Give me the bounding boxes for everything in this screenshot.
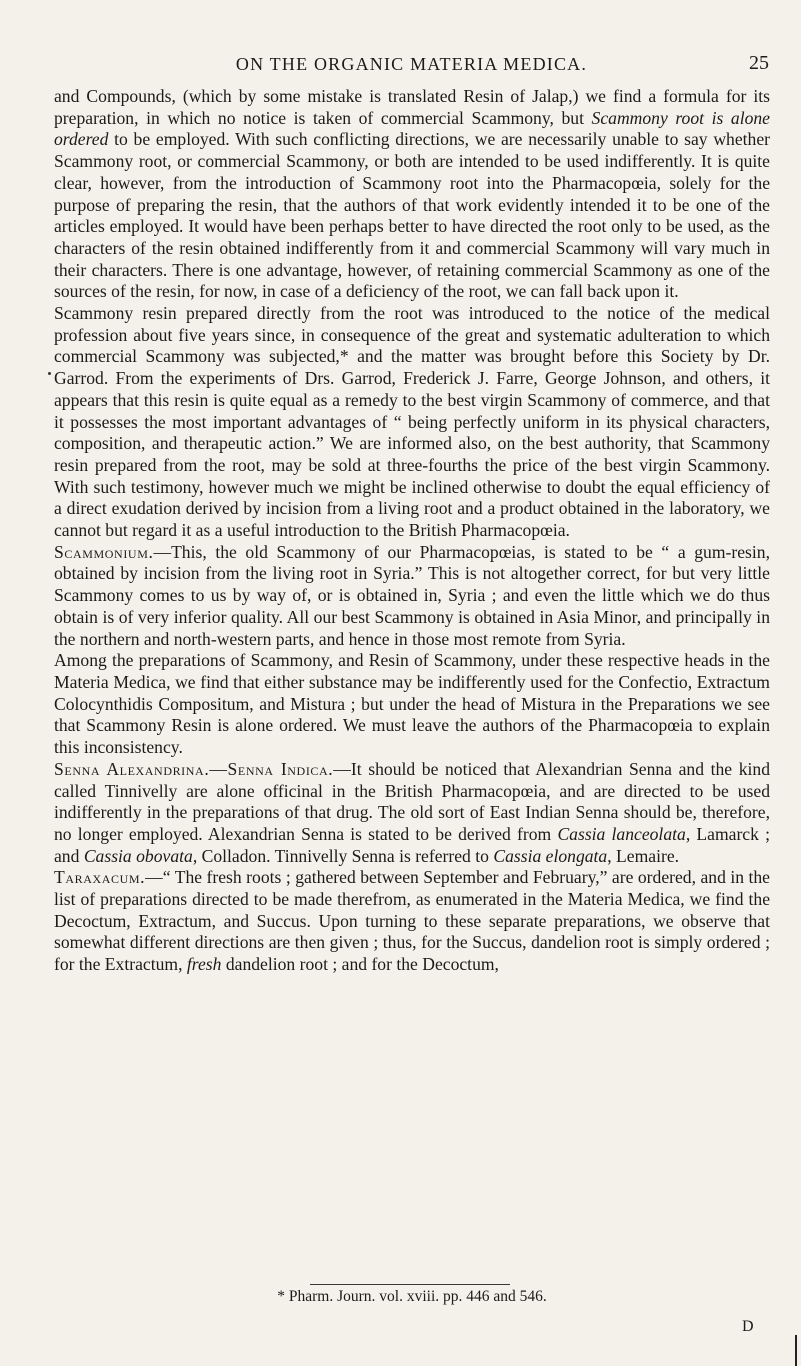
- page-header: [54, 54, 769, 80]
- species-name: Cassia elongata: [493, 845, 608, 866]
- text-span: , Lemaire.: [607, 845, 680, 866]
- signature-mark: D: [742, 1318, 754, 1335]
- paragraph-scammony-preparations: [54, 650, 770, 759]
- section-heading-taraxacum: Taraxacum.: [54, 867, 146, 888]
- text-span: , Lamarck ; and: [54, 823, 770, 866]
- italic-word: fresh: [186, 954, 222, 975]
- print-speck: [48, 372, 51, 375]
- paragraph-scammonium: [54, 542, 770, 651]
- edge-mark: [795, 1335, 797, 1366]
- species-name: Cassia obovata: [83, 845, 193, 866]
- text-span: —It should be noticed that Alexandrian Senna and the kind called Tinnivelly are alone officinal in the British Pharmacopœia, and are directed to be used indifferently in the preparations of that drug. The old sort of East Indian Senna should be, therefore, no longer employed. Alexandrian Senna is stated to be derived from: [54, 758, 770, 844]
- section-heading-scammonium: Scammonium.: [54, 541, 154, 562]
- text-span: —“ The fresh roots ; gathered between September and February,” are ordered, and in the list of preparations directed to be made therefrom, as enumerated in the Materia Medica, we find the Decoctum, Extractum, and Succus. Upon turning to these separate preparations, we observe that somewhat different directions are then given ; thus, for the Succus, dandelion root is simply ordered ; for the Extractum,: [54, 867, 770, 975]
- section-heading-senna: Senna Alexandrina.—Senna Indica.: [54, 758, 334, 779]
- text-span: , Colladon. Tinnivelly Senna is referred to: [192, 845, 494, 866]
- paragraph-scammony-resin-intro: [54, 86, 770, 303]
- text-span: to be employed. With such conflicting directions, we are necessarily unable to say whether Scammony root, or commercial Scammony, or both are intended to be used indifferently. It is quite clear, however, from the introduction of Scammony root into the Pharmacopœia, solely for the purpose of preparing the resin, that the authors of that work evidently intended it to be one of the articles employed. It would have been perhaps better to have directed the root only to be used, as the characters of the resin obtained indifferently from it and commercial Scammony will vary much in their characters. There is one advantage, however, of retaining commercial Scammony as one of the sources of the resin, for now, in case of a deficiency of the root, we can fall back upon it.: [54, 129, 770, 302]
- footnote-rule: [310, 1284, 510, 1285]
- paragraph-senna: [54, 759, 770, 868]
- page-number: 25: [749, 52, 769, 74]
- text-span: Scammony resin prepared directly from the root was introduced to the notice of the medical profession about five years since, in consequence of the great and systematic adulteration to which commercial Scammony was subjected,* and the matter was brought before this Society by Dr. Garrod. From the experiments of Drs. Garrod, Frederick J. Farre, George Johnson, and others, it appears that this resin is quite equal as a remedy to the best virgin Scammony of commerce, and that it possesses the most important advantages of “ being perfectly uniform in its physical characters, composition, and therapeutic action.” We are informed also, on the best authority, that Scammony resin prepared from the root, may be sold at three-fourths the price of the best virgin Scammony. With such testimony, however much we might be inclined otherwise to doubt the equal efficiency of a direct exudation derived by incision from a living root and a product obtained in the laboratory, we cannot but regard it as a useful introduction to the British Pharmacopœia.: [54, 303, 770, 541]
- text-span: dandelion root ; and for the Decoctum,: [221, 954, 499, 975]
- paragraph-scammony-resin-root: [54, 303, 770, 542]
- running-title: ON THE ORGANIC MATERIA MEDICA.: [235, 54, 588, 74]
- footnote: * Pharm. Journ. vol. xviii. pp. 446 and 546.: [277, 1288, 547, 1305]
- paragraph-taraxacum: [54, 867, 770, 976]
- species-name: Cassia lanceolata: [557, 823, 686, 844]
- text-span: Among the preparations of Scammony, and Resin of Scammony, under these respective heads in the Materia Medica, we find that either substance may be indifferently used for the Confectio, Extractum Colocynthidis Compositum, and Mistura ; but under the head of Mistura in the Preparations we see that Scammony Resin is alone ordered. We must leave the authors of the Pharmacopœia to explain this inconsistency.: [54, 650, 770, 758]
- text-span: —This, the old Scammony of our Pharmacopœias, is stated to be “ a gum-resin, obtained by incision from the living root in Syria.” This is not altogether correct, for but very little Scammony comes to us by way of, or is obtained in, Syria ; and even the little which we do thus obtain is of very inferior quality. All our best Scammony is obtained in Asia Minor, and principally in the northern and north-western parts, and hence in those most remote from Syria.: [54, 541, 770, 649]
- text-span: and Compounds, (which by some mistake is translated Resin of Jalap,) we find a formula for its preparation, in which no notice is taken of commercial Scammony, but: [54, 86, 770, 128]
- body-text: [54, 86, 770, 976]
- italic-phrase: Scammony root is alone ordered: [54, 107, 770, 150]
